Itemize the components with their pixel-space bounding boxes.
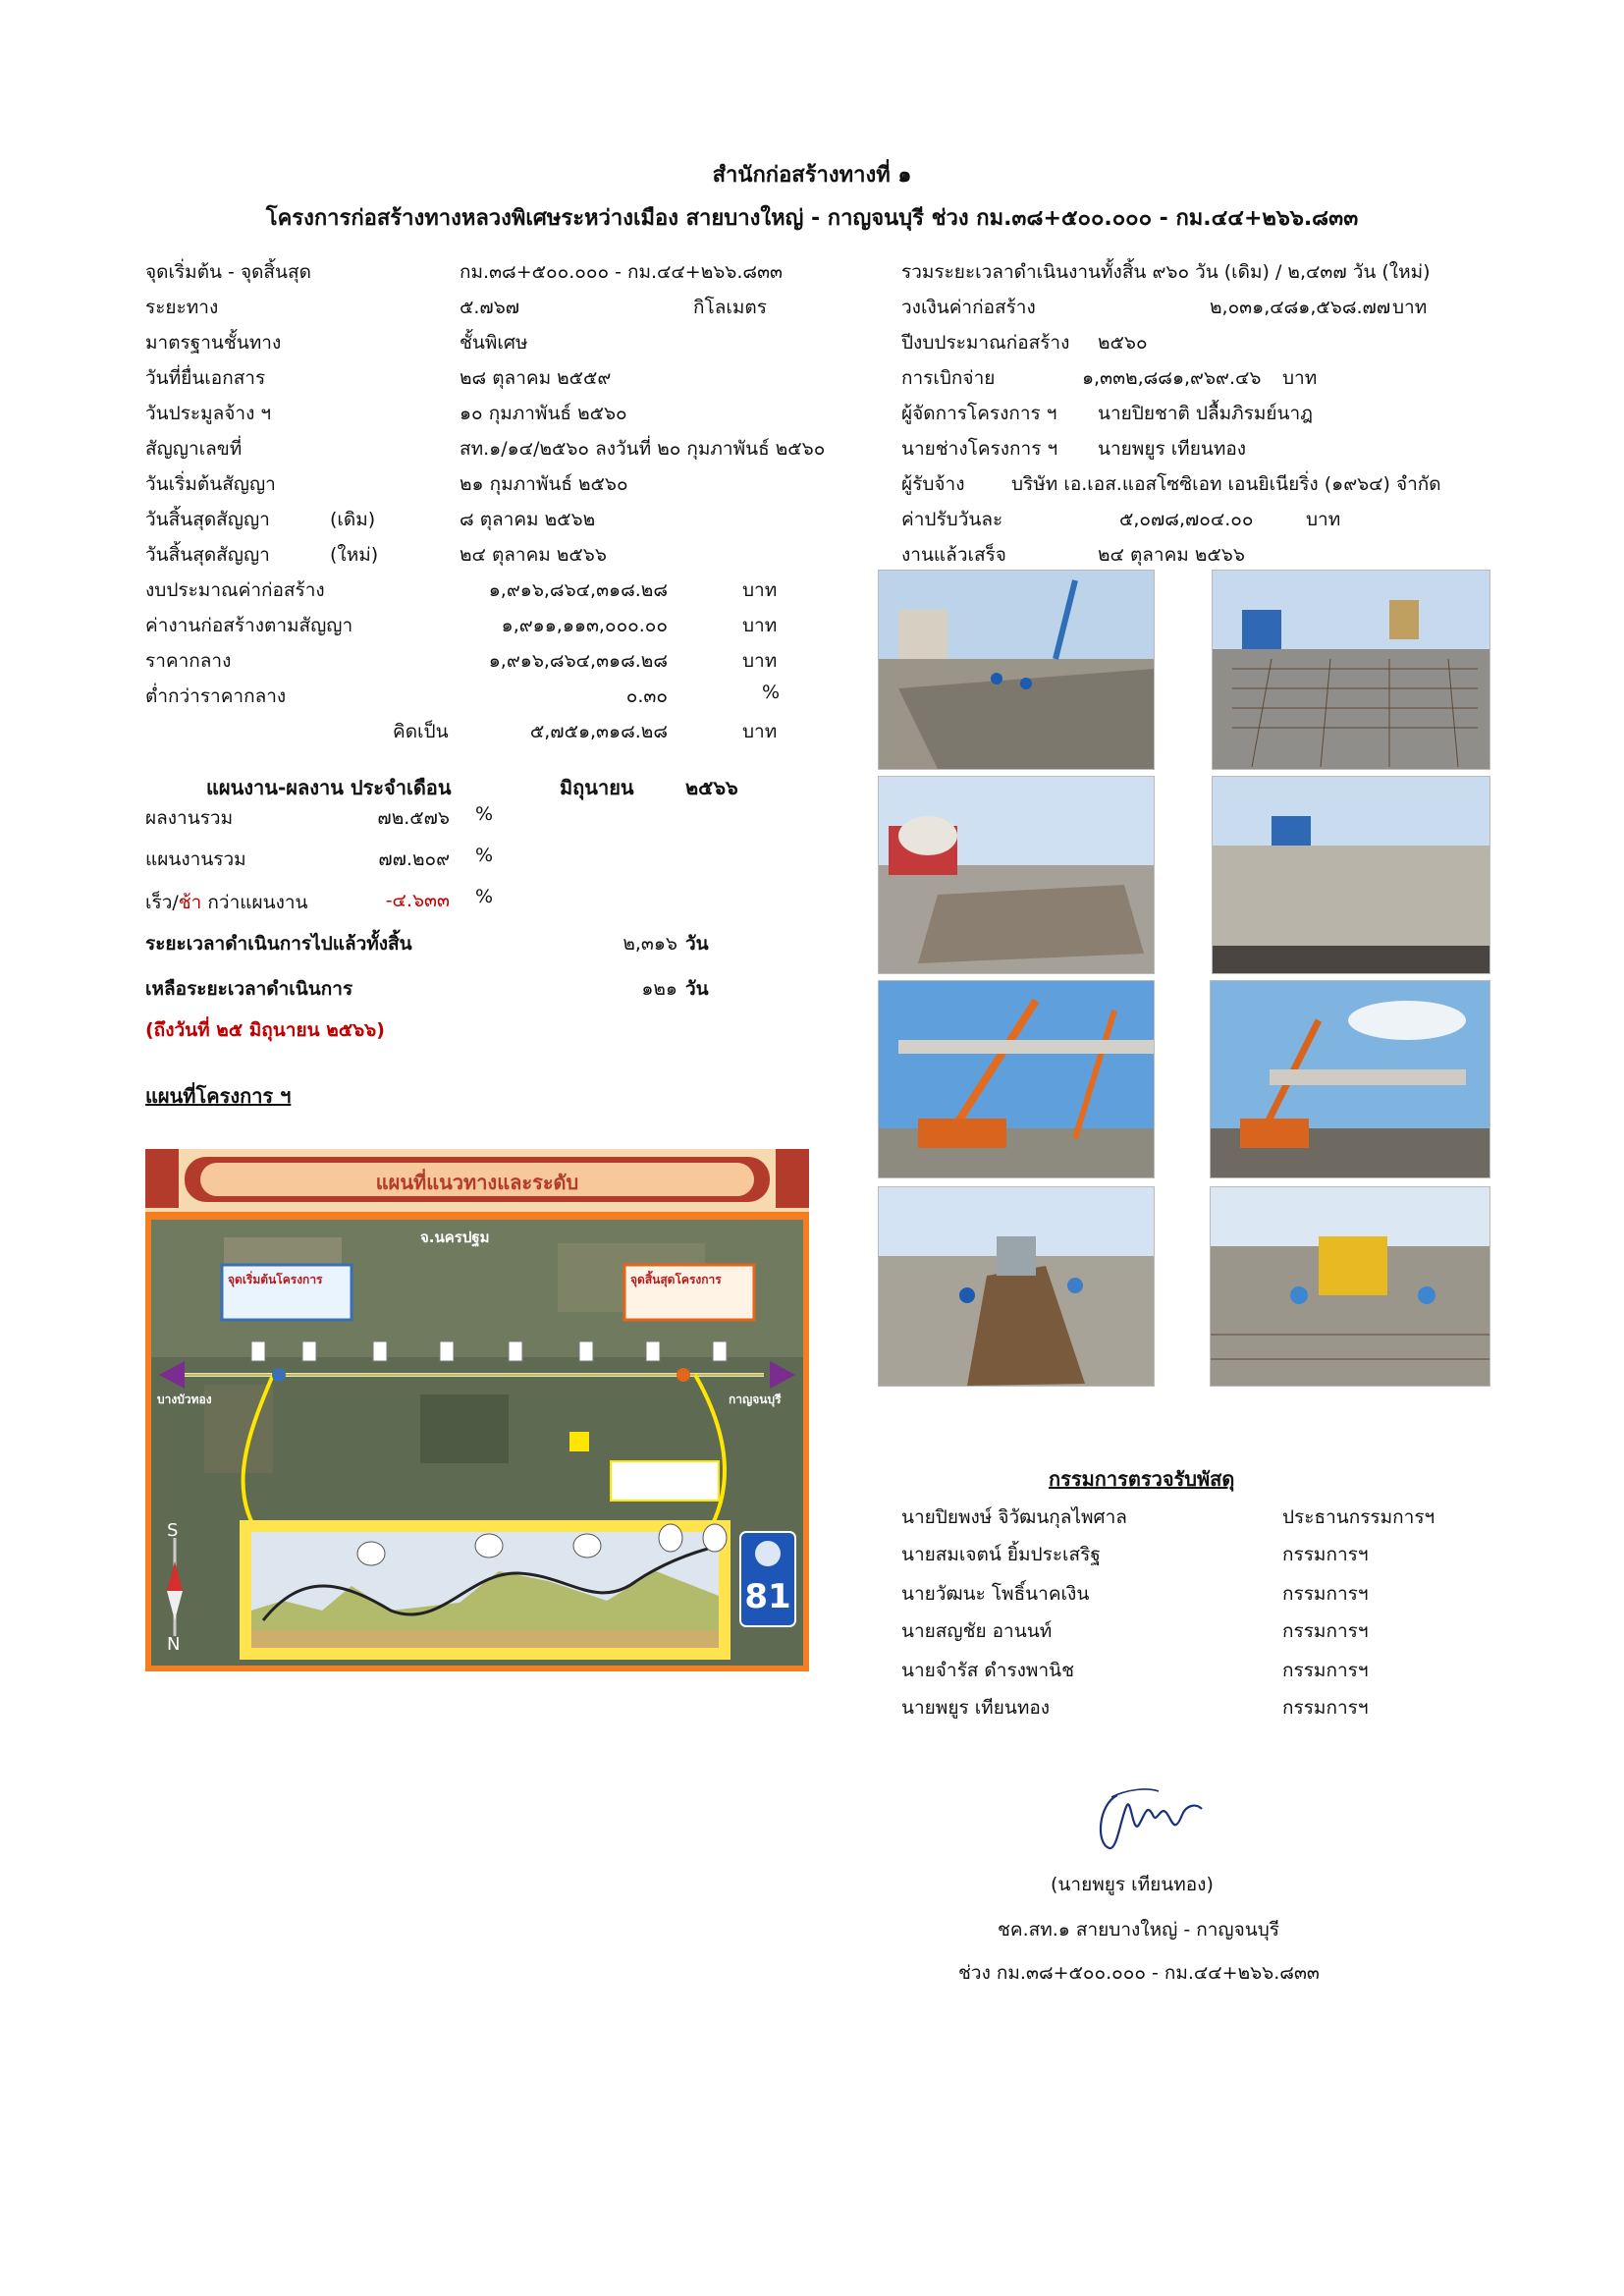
signature-scribble: [1088, 1776, 1216, 1858]
diff-label-slow: ช้า: [178, 892, 202, 913]
budget-value: ๑,๙๑๑,๑๑๓,๐๐๐.๐๐: [501, 615, 668, 636]
budget-label: งบประมาณค่าก่อสร้าง: [145, 579, 325, 601]
compass-south: S: [167, 1520, 179, 1541]
budget-label: ต่ำกว่าราคากลาง: [145, 685, 287, 707]
budget-label: ราคากลาง: [145, 650, 232, 672]
budget-unit: บาท: [742, 615, 778, 636]
signature-position: ชค.สท.๑ สายบางใหญ่ - กาญจนบุรี: [998, 1919, 1279, 1941]
progress-year: ๒๕๖๖: [685, 776, 738, 799]
info-value: ๑,๓๓๒,๘๘๑,๙๖๙.๔๖: [1082, 367, 1262, 389]
route-shield-number: 81: [744, 1577, 791, 1616]
construction-photo: [878, 1186, 1155, 1387]
info-label: นายช่างโครงการ ฯ: [901, 438, 1058, 460]
info-value: บริษัท เอ.เอส.แอสโซซิเอท เอนยิเนียริ่ง (๑๙๖๔) จำกัด: [1011, 473, 1441, 495]
map-top-label: จ.นครปฐม: [420, 1229, 490, 1246]
info-value: ๒๑ กุมภาพันธ์ ๒๕๖๐: [460, 473, 628, 495]
compass-north: N: [167, 1634, 181, 1655]
committee-member-role: ประธานกรรมการฯ: [1282, 1506, 1435, 1528]
construction-photo: [1210, 980, 1490, 1178]
remaining-value: ๑๒๑: [641, 978, 677, 1000]
info-value: ๒,๐๓๑,๔๘๑,๕๖๘.๗๗: [1210, 297, 1391, 318]
diff-label-fast: เร็ว/: [145, 892, 179, 913]
info-label: ผู้รับจ้าง: [901, 473, 965, 495]
info-label: วันประมูลจ้าง ฯ: [145, 403, 272, 424]
budget-unit: บาท: [742, 579, 778, 601]
budget-unit: บาท: [742, 650, 778, 672]
diff-unit: %: [475, 886, 494, 907]
committee-member-name: นายสญชัย อานนท์: [901, 1620, 1053, 1642]
info-value: ชั้นพิเศษ: [460, 332, 528, 354]
plan-label: แผนงานรวม: [145, 848, 246, 870]
committee-member-role: กรรมการฯ: [1282, 1583, 1369, 1605]
info-label: วงเงินค่าก่อสร้าง: [901, 297, 1036, 318]
map-start-label: จุดเริ่มต้นโครงการ: [228, 1273, 323, 1286]
info-label: ค่าปรับวันละ: [901, 509, 1003, 530]
project-title: โครงการก่อสร้างทางหลวงพิเศษระหว่างเมือง สายบางใหญ่ - กาญจนบุรี ช่วง กม.๓๘+๕๐๐.๐๐๐ - กม.๔๔+๒๖๖.๘๓๓: [265, 206, 1359, 231]
info-value: สท.๑/๑๔/๒๕๖๐ ลงวันที่ ๒๐ กุมภาพันธ์ ๒๕๖๐: [460, 438, 826, 460]
construction-photo: [1212, 776, 1490, 974]
committee-member-name: นายปิยพงษ์ จิวัฒนกุลไพศาล: [901, 1506, 1127, 1528]
info-label: วันที่ยื่นเอกสาร: [145, 367, 266, 389]
budget-label: ค่างานก่อสร้างตามสัญญา: [145, 615, 353, 636]
budget-label: คิดเป็น: [393, 721, 449, 742]
info-label: มาตรฐานชั้นทาง: [145, 332, 282, 354]
info-sub: (ใหม่): [330, 544, 379, 566]
info-unit: บาท: [1392, 297, 1428, 318]
info-label: การเบิกจ่าย: [901, 367, 996, 389]
actual-value: ๗๒.๕๗๖: [377, 807, 450, 829]
committee-member-role: กรรมการฯ: [1282, 1544, 1369, 1565]
remaining-unit: วัน: [685, 978, 709, 1000]
diff-label-rest: กว่าแผนงาน: [201, 892, 308, 913]
progress-heading: แผนงาน-ผลงาน ประจำเดือน: [206, 776, 452, 799]
info-label: รวมระยะเวลาดำเนินงานทั้งสิ้น ๙๖๐ วัน (เดิม) / ๒,๔๓๗ วัน (ใหม่): [901, 261, 1431, 283]
diff-value: -๔.๖๓๓: [385, 890, 450, 911]
signature-section: ช่วง กม.๓๘+๕๐๐.๐๐๐ - กม.๔๔+๒๖๖.๘๓๓: [958, 1962, 1320, 1984]
info-value: นายปิยชาติ ปลื้มภิรมย์นาฎ: [1098, 403, 1313, 424]
plan-unit: %: [475, 845, 494, 866]
project-map: [145, 1149, 809, 1671]
committee-member-name: นายวัฒนะ โพธิ์นาคเงิน: [901, 1583, 1090, 1605]
info-label: วันสิ้นสุดสัญญา: [145, 509, 270, 530]
budget-unit: บาท: [742, 721, 778, 742]
budget-value: ๑,๙๑๖,๘๖๔,๓๑๘.๒๘: [488, 579, 668, 601]
construction-photo: [1212, 570, 1490, 770]
info-value: ๒๘ ตุลาคม ๒๕๕๙: [460, 367, 612, 389]
construction-photo: [878, 570, 1155, 770]
info-value: กม.๓๘+๕๐๐.๐๐๐ - กม.๔๔+๒๖๖.๘๓๓: [460, 261, 784, 283]
map-heading: แผนที่โครงการ ฯ: [145, 1084, 292, 1108]
as-of-date: (ถึงวันที่ ๒๕ มิถุนายน ๒๕๖๖): [145, 1019, 385, 1041]
info-label: จุดเริ่มต้น - จุดสิ้นสุด: [145, 261, 311, 283]
info-label: ผู้จัดการโครงการ ฯ: [901, 403, 1057, 424]
budget-value: ๐.๓๐: [625, 685, 668, 707]
info-unit: บาท: [1282, 367, 1318, 389]
map-end-label: จุดสิ้นสุดโครงการ: [630, 1273, 722, 1286]
office-title: สำนักก่อสร้างทางที่ ๑: [712, 163, 912, 188]
progress-month: มิถุนายน: [560, 776, 634, 799]
committee-member-role: กรรมการฯ: [1282, 1660, 1369, 1681]
map-banner-title: แผนที่แนวทางและระดับ: [375, 1171, 579, 1194]
signature-name: (นายพยูร เทียนทอง): [1051, 1874, 1214, 1895]
info-value: ๘ ตุลาคม ๒๕๖๒: [460, 509, 596, 530]
info-unit: กิโลเมตร: [693, 297, 767, 318]
committee-member-role: กรรมการฯ: [1282, 1697, 1369, 1719]
budget-value: ๕,๗๕๑,๓๑๘.๒๘: [529, 721, 668, 742]
info-unit: บาท: [1306, 509, 1341, 530]
construction-photo: [1210, 1186, 1490, 1387]
info-label: ระยะทาง: [145, 297, 219, 318]
actual-label: ผลงานรวม: [145, 807, 234, 829]
construction-photo: [878, 980, 1155, 1178]
elapsed-value: ๒,๓๑๖: [623, 933, 677, 955]
info-value: นายพยูร เทียนทอง: [1098, 438, 1247, 460]
diff-label: [145, 888, 308, 917]
info-sub: (เดิม): [330, 509, 376, 530]
info-label: ปีงบประมาณก่อสร้าง: [901, 332, 1070, 354]
committee-member-name: นายจำรัส ดำรงพานิช: [901, 1660, 1075, 1681]
info-label: สัญญาเลขที่: [145, 438, 243, 460]
info-value: ๕,๐๗๘,๗๐๔.๐๐: [1119, 509, 1254, 530]
info-value: ๕.๗๖๗: [460, 297, 520, 318]
remaining-label: เหลือระยะเวลาดำเนินการ: [145, 978, 353, 1000]
committee-heading: กรรมการตรวจรับพัสดุ: [1049, 1467, 1235, 1491]
budget-value: ๑,๙๑๖,๘๖๔,๓๑๘.๒๘: [488, 650, 668, 672]
elapsed-label: ระยะเวลาดำเนินการไปแล้วทั้งสิ้น: [145, 933, 412, 955]
plan-value: ๗๗.๒๐๙: [378, 848, 450, 870]
info-label: วันสิ้นสุดสัญญา: [145, 544, 270, 566]
committee-member-role: กรรมการฯ: [1282, 1620, 1369, 1642]
info-value: ๒๕๖๐: [1098, 332, 1148, 354]
info-value: ๒๔ ตุลาคม ๒๕๖๖: [460, 544, 607, 566]
map-right-arrow-label: กาญจนบุรี: [729, 1393, 782, 1406]
map-left-arrow-label: บางบัวทอง: [157, 1393, 212, 1406]
construction-photo: [878, 776, 1155, 974]
info-label: วันเริ่มต้นสัญญา: [145, 473, 276, 495]
budget-unit: %: [762, 682, 781, 703]
actual-unit: %: [475, 803, 494, 825]
committee-member-name: นายพยูร เทียนทอง: [901, 1697, 1051, 1719]
elapsed-unit: วัน: [685, 933, 709, 955]
committee-member-name: นายสมเจตน์ ยิ้มประเสริฐ: [901, 1544, 1101, 1565]
info-label: งานแล้วเสร็จ: [901, 544, 1006, 566]
info-value: ๒๔ ตุลาคม ๒๕๖๖: [1098, 544, 1245, 566]
info-value: ๑๐ กุมภาพันธ์ ๒๕๖๐: [460, 403, 627, 424]
